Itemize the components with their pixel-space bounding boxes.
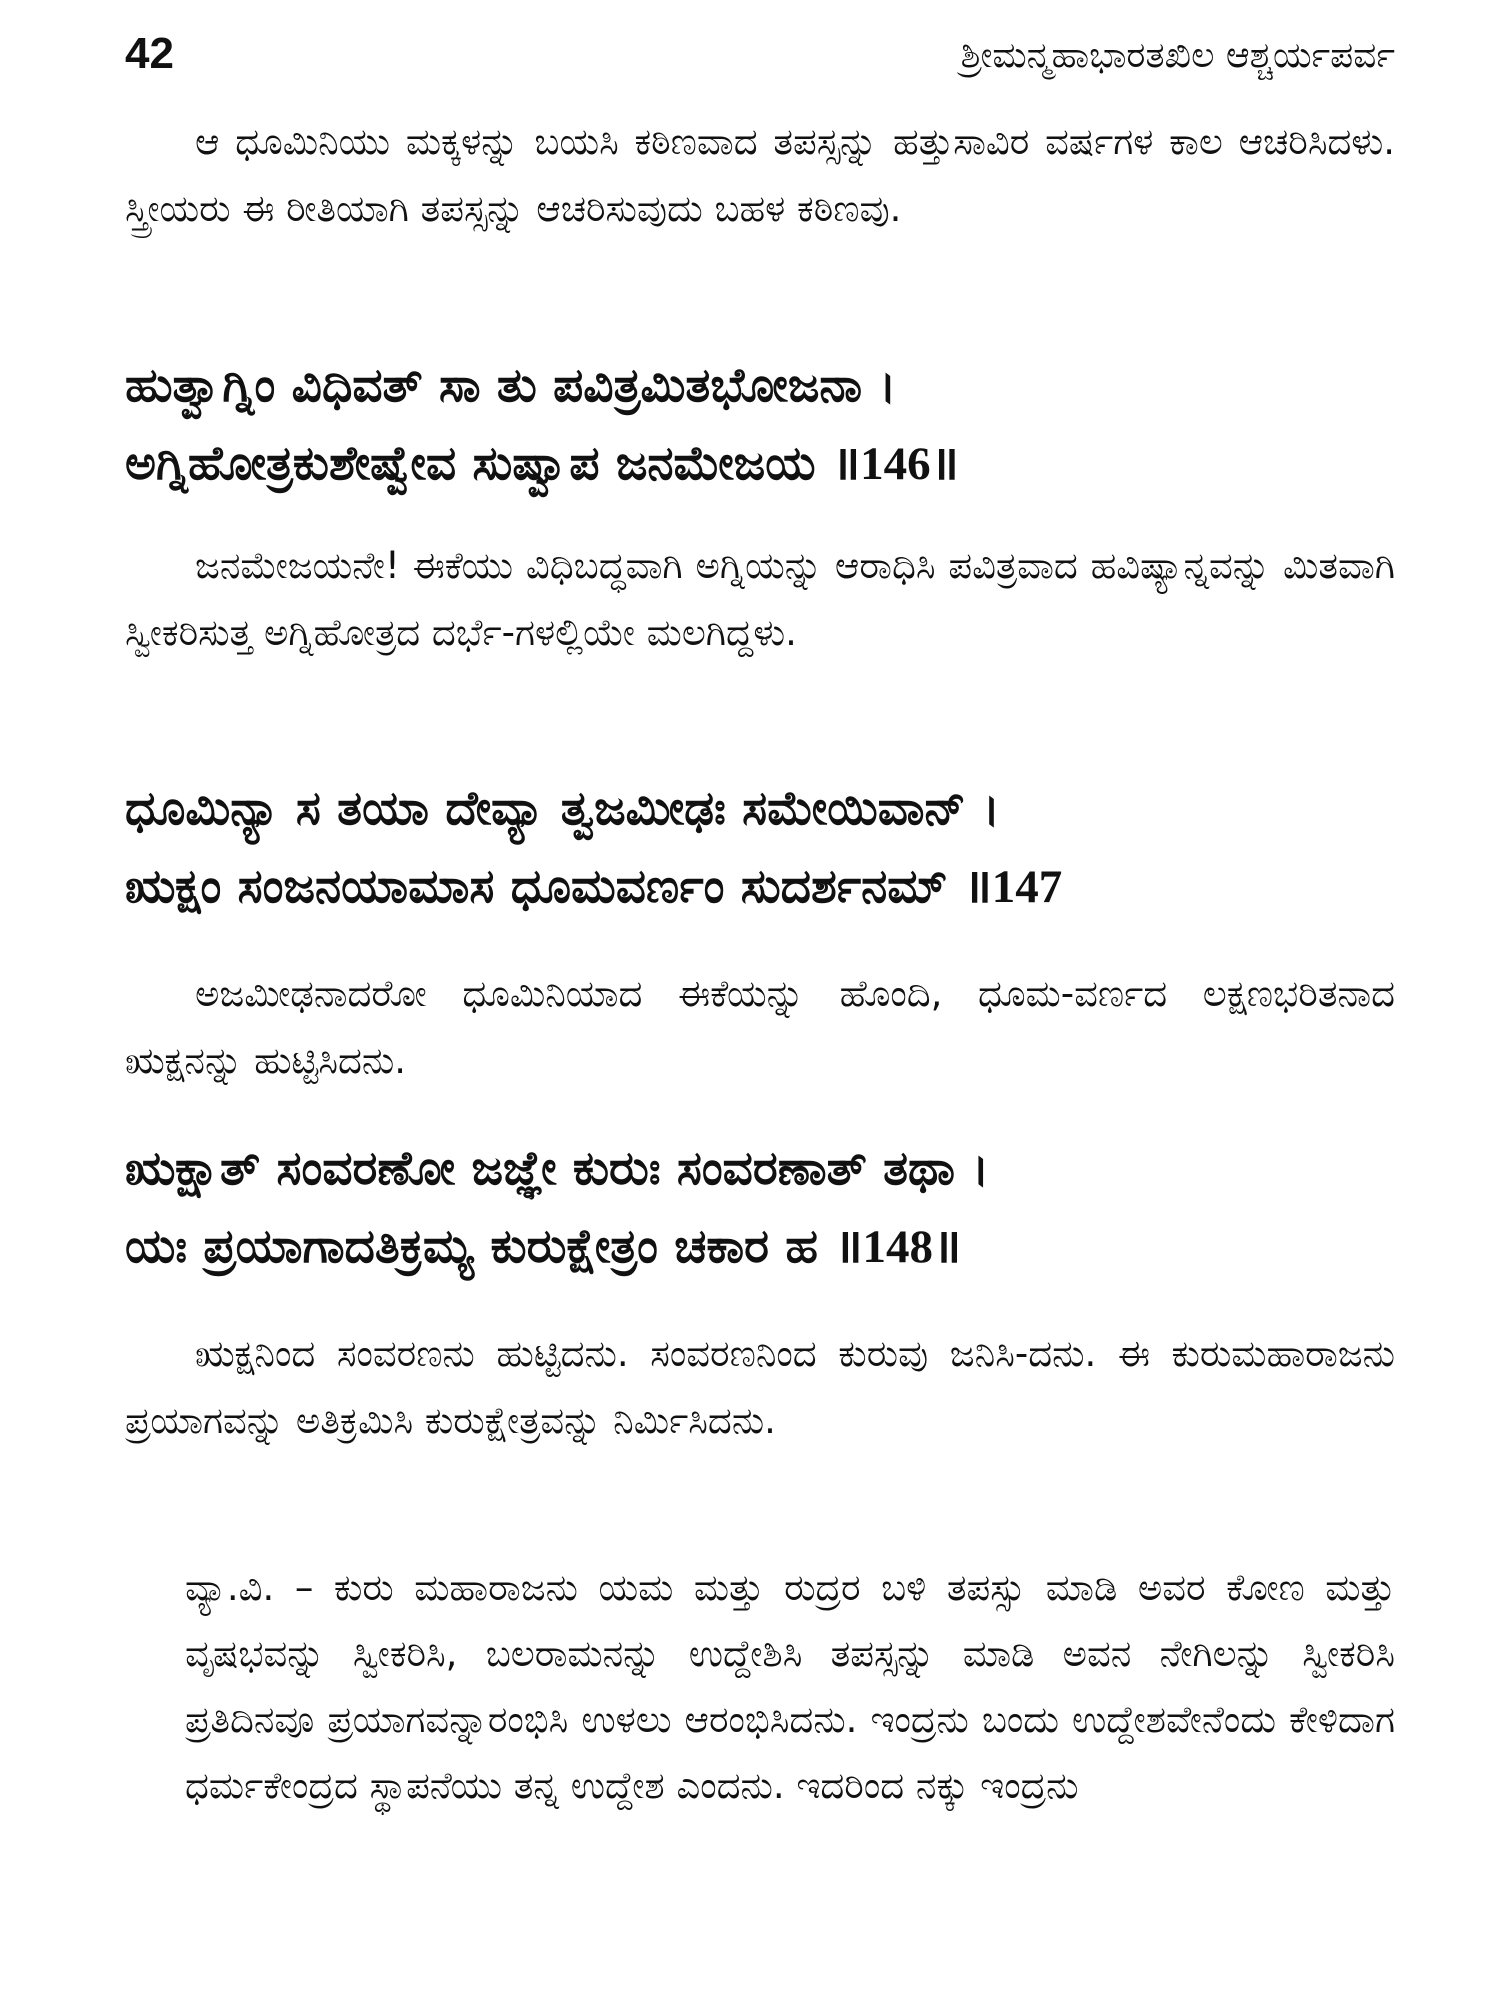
verse-146 bbox=[125, 347, 1395, 503]
verse-148 bbox=[125, 1130, 1395, 1286]
page-header bbox=[125, 22, 1395, 92]
commentary-text: ವ್ಯಾ.ವಿ. – ಕುರು ಮಹಾರಾಜನು ಯಮ ಮತ್ತು ರುದ್ರರ ಬಳಿ ತಪಸ್ಸು ಮಾಡಿ ಅವರ ಕೋಣ ಮತ್ತು ವೃಷಭವನ್ನು ಸ್ವೀಕರಿಸಿ, ಬಲರಾಮನನ್ನು ಉದ್ದೇಶಿಸಿ ತಪಸ್ಸನ್ನು ಮಾಡಿ ಅವನ ನೇಗಿಲನ್ನು ಸ್ವೀಕರಿಸಿ ಪ್ರತಿದಿನವೂ ಪ್ರಯಾಗವನ್ನಾರಂಭಿಸಿ ಉಳಲು ಆರಂಭಿಸಿದನು. ಇಂದ್ರನು ಬಂದು ಉದ್ದೇಶವೇನೆಂದು ಕೇಳಿದಾಗ ಧರ್ಮಕೇಂದ್ರದ ಸ್ಥಾಪನೆಯು ತನ್ನ ಉದ್ದೇಶ ಎಂದನು. ಇದರಿಂದ ನಕ್ಕು ಇಂದ್ರನು bbox=[185, 1566, 1395, 1807]
verse-text: ಯಃ ಪ್ರಯಾಗಾದತಿಕ್ರಮ್ಯ ಕುರುಕ್ಷೇತ್ರಂ ಚಕಾರ ಹ bbox=[125, 1219, 835, 1274]
prose-paragraph-4 bbox=[125, 1320, 1395, 1454]
verse-line-2 bbox=[125, 1208, 1395, 1286]
paragraph-text: ಅಜಮೀಢನಾದರೋ ಧೂಮಿನಿಯಾದ ಈಕೆಯನ್ನು ಹೊಂದಿ, ಧೂಮ-ವರ್ಣದ ಲಕ್ಷಣಭರಿತನಾದ ಋಕ್ಷನನ್ನು ಹುಟ್ಟಿಸಿದನು. bbox=[125, 972, 1395, 1082]
prose-paragraph-2 bbox=[125, 532, 1395, 666]
prose-paragraph-3 bbox=[125, 960, 1395, 1094]
verse-line-2 bbox=[125, 848, 1395, 926]
page-number: 42 bbox=[125, 29, 174, 78]
commentary-block bbox=[125, 1555, 1395, 1819]
prose-paragraph-1 bbox=[125, 108, 1395, 242]
verse-line-1: ಹುತ್ವಾಗ್ನಿಂ ವಿಧಿವತ್ ಸಾ ತು ಪವಿತ್ರಮಿತಭೋಜನಾ । bbox=[125, 358, 897, 413]
verse-number: ॥146॥ bbox=[831, 438, 959, 490]
verse-line-1: ಧೂಮಿನ್ಯಾ ಸ ತಯಾ ದೇವ್ಯಾ ತ್ವಜಮೀಢಃ ಸಮೇಯಿವಾನ್ । bbox=[125, 781, 1001, 836]
verse-line-2 bbox=[125, 425, 1395, 503]
verse-text: ಅಗ್ನಿಹೋತ್ರಕುಶೇಷ್ವೇವ ಸುಷ್ವಾಪ ಜನಮೇಜಯ bbox=[125, 436, 832, 491]
verse-147 bbox=[125, 770, 1395, 926]
paragraph-text: ಋಕ್ಷನಿಂದ ಸಂವರಣನು ಹುಟ್ಟಿದನು. ಸಂವರಣನಿಂದ ಕುರುವು ಜನಿಸಿ-ದನು. ಈ ಕುರುಮಹಾರಾಜನು ಪ್ರಯಾಗವನ್ನು ಅತಿಕ್ರಮಿಸಿ ಕುರುಕ್ಷೇತ್ರವನ್ನು ನಿರ್ಮಿಸಿದನು. bbox=[125, 1332, 1395, 1442]
verse-text: ಋಕ್ಷಂ ಸಂಜನಯಾಮಾಸ ಧೂಮವರ್ಣಂ ಸುದರ್ಶನಮ್ bbox=[125, 859, 964, 914]
paragraph-text: ಆ ಧೂಮಿನಿಯು ಮಕ್ಕಳನ್ನು ಬಯಸಿ ಕಠಿಣವಾದ ತಪಸ್ಸನ್ನು ಹತ್ತುಸಾವಿರ ವರ್ಷಗಳ ಕಾಲ ಆಚರಿಸಿದಳು. ಸ್ತ್ರೀಯರು ಈ ರೀತಿಯಾಗಿ ತಪಸ್ಸನ್ನು ಆಚರಿಸುವುದು ಬಹಳ ಕಠಿಣವು. bbox=[125, 120, 1395, 230]
paragraph-text: ಜನಮೇಜಯನೇ! ಈಕೆಯು ವಿಧಿಬದ್ಧವಾಗಿ ಅಗ್ನಿಯನ್ನು ಆರಾಧಿಸಿ ಪವಿತ್ರವಾದ ಹವಿಷ್ಯಾನ್ನವನ್ನು ಮಿತವಾಗಿ ಸ್ವೀಕರಿಸುತ್ತ ಅಗ್ನಿಹೋತ್ರದ ದರ್ಭೆ-ಗಳಲ್ಲಿಯೇ ಮಲಗಿದ್ದಳು. bbox=[125, 544, 1395, 654]
running-title: ಶ್ರೀಮನ್ಮಹಾಭಾರತಖಿಲ ಆಶ್ಚರ್ಯಪರ್ವ bbox=[960, 35, 1395, 76]
verse-line-1: ಋಕ್ಷಾತ್ ಸಂವರಣೋ ಜಜ್ಞೇ ಕುರುಃ ಸಂವರಣಾತ್ ತಥಾ । bbox=[125, 1141, 990, 1196]
verse-number: ॥147 bbox=[963, 861, 1063, 913]
verse-number: ॥148॥ bbox=[834, 1221, 962, 1273]
